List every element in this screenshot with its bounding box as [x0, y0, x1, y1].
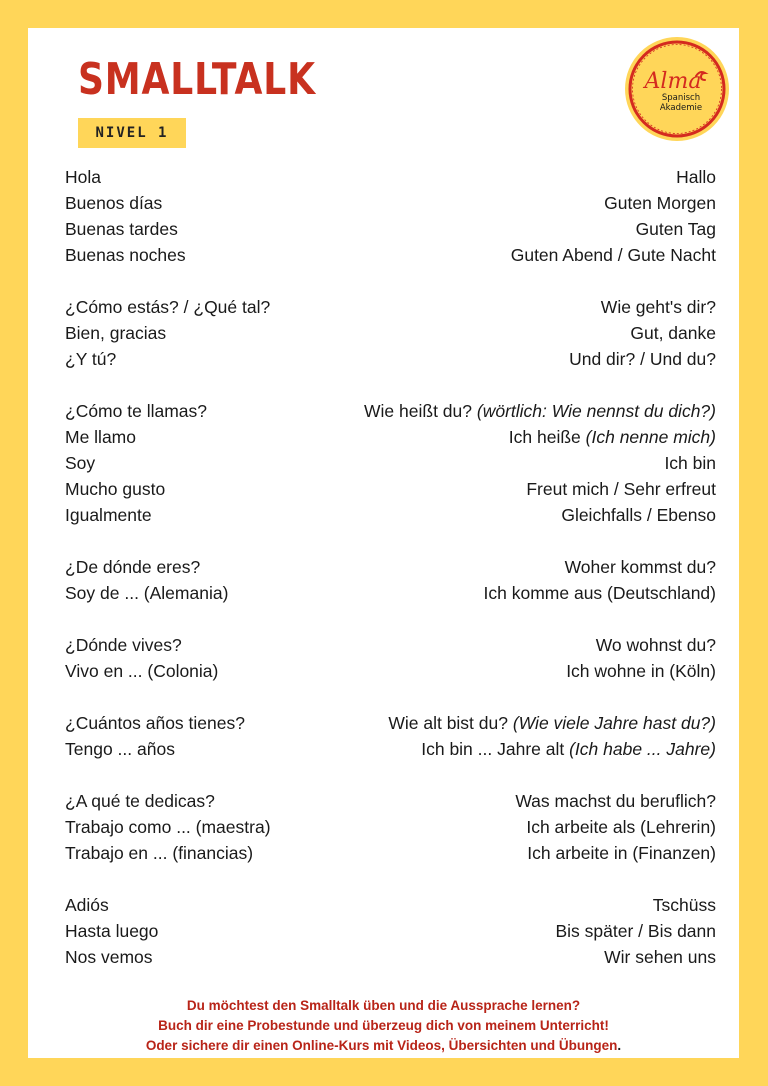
german-translation: [484, 580, 716, 606]
spanish-phrase: Buenas noches: [65, 245, 186, 265]
cta-line-3-end: .: [617, 1038, 622, 1053]
german-translation: [515, 788, 716, 814]
spanish-phrase: ¿De dónde eres?: [65, 557, 201, 577]
spanish-phrase: Me llamo: [65, 427, 136, 447]
german-phrase: Ich bin ... Jahre alt: [421, 739, 565, 759]
german-translation: [664, 450, 716, 476]
german-phrase: Ich bin: [664, 453, 716, 473]
german-translation: [527, 840, 716, 866]
phrase-row: [65, 450, 716, 476]
spanish-phrase: Soy de ... (Alemania): [65, 583, 229, 603]
german-translation: [388, 710, 716, 736]
phrase-row: [65, 398, 716, 424]
phrase-row: [65, 242, 716, 268]
phrase-row: [65, 294, 716, 320]
spanish-phrase: Hola: [65, 167, 101, 187]
german-phrase: Gleichfalls / Ebenso: [561, 505, 716, 525]
german-translation: [653, 892, 716, 918]
spanish-phrase: Mucho gusto: [65, 479, 166, 499]
literal-translation-note: (wörtlich: Wie nennst du dich?): [476, 401, 716, 421]
phrase-row: [65, 710, 716, 736]
cta-line-1: Du möchtest den Smalltalk üben und die Aussprache lernen?: [186, 998, 581, 1013]
german-phrase: Wie alt bist du?: [388, 713, 508, 733]
german-translation: [596, 632, 716, 658]
phrase-row: [65, 892, 716, 918]
german-translation: [364, 398, 716, 424]
german-translation: [569, 346, 716, 372]
german-translation: [526, 814, 716, 840]
phrase-row: [65, 190, 716, 216]
german-phrase: Ich heiße: [508, 427, 581, 447]
spanish-phrase: Trabajo en ... (financias): [65, 843, 254, 863]
spanish-phrase: Hasta luego: [65, 921, 159, 941]
spanish-phrase: Buenas tardes: [65, 219, 178, 239]
german-translation: [509, 424, 716, 450]
spanish-phrase: ¿Cuántos años tienes?: [65, 713, 245, 733]
german-translation: [636, 216, 716, 242]
german-translation: [630, 320, 716, 346]
logo-name: Alma: [644, 69, 702, 94]
page-title: SMALLTALK: [78, 54, 316, 105]
german-translation: [526, 476, 716, 502]
phrase-row: [65, 632, 716, 658]
german-translation: [566, 658, 716, 684]
spanish-phrase: ¿Cómo te llamas?: [65, 401, 207, 421]
logo-line2: Akademie: [659, 103, 703, 113]
german-phrase: Guten Morgen: [604, 193, 716, 213]
phrase-row: [65, 164, 716, 190]
german-translation: [601, 294, 716, 320]
german-phrase: Und dir? / Und du?: [569, 349, 716, 369]
spanish-phrase: Soy: [65, 453, 96, 473]
alma-logo: [624, 36, 730, 142]
spanish-phrase: Igualmente: [65, 505, 152, 525]
german-phrase: Wie heißt du?: [364, 401, 472, 421]
german-phrase: Was machst du beruflich?: [515, 791, 716, 811]
german-phrase: Guten Abend / Gute Nacht: [510, 245, 716, 265]
cta-line-2: Buch dir eine Probestunde und überzeug dich von meinem Unterricht!: [158, 1018, 609, 1033]
german-phrase: Wir sehen uns: [604, 947, 716, 967]
spanish-phrase: Bien, gracias: [65, 323, 167, 343]
phrase-list: [65, 164, 716, 970]
phrase-row: [65, 554, 716, 580]
phrase-row: [65, 944, 716, 970]
phrase-row: [65, 424, 716, 450]
german-translation: [604, 190, 716, 216]
german-phrase: Woher kommst du?: [564, 557, 716, 577]
spanish-phrase: Vivo en ... (Colonia): [65, 661, 219, 681]
spanish-phrase: Trabajo como ... (maestra): [65, 817, 271, 837]
german-phrase: Wo wohnst du?: [595, 635, 716, 655]
spanish-phrase: ¿Y tú?: [65, 349, 117, 369]
german-translation: [676, 164, 716, 190]
spanish-phrase: ¿A qué te dedicas?: [65, 791, 215, 811]
german-translation: [511, 242, 716, 268]
phrase-row: [65, 476, 716, 502]
german-phrase: Freut mich / Sehr erfreut: [526, 479, 716, 499]
literal-translation-note: (Ich habe ... Jahre): [569, 739, 716, 759]
phrase-row: [65, 580, 716, 606]
german-translation: [556, 918, 717, 944]
phrase-row: [65, 658, 716, 684]
phrase-row: [65, 814, 716, 840]
level-badge: NIVEL 1: [78, 118, 186, 148]
german-phrase: Tschüss: [652, 895, 716, 915]
phrase-row: [65, 502, 716, 528]
spanish-phrase: Adiós: [65, 895, 109, 915]
german-phrase: Gut, danke: [630, 323, 716, 343]
cta-line-3-text: Oder sichere dir einen Online-Kurs mit Videos, Übersichten und Übungen: [145, 1038, 618, 1053]
phrase-row: [65, 736, 716, 762]
literal-translation-note: (Wie viele Jahre hast du?): [512, 713, 716, 733]
german-translation: [561, 502, 716, 528]
spanish-phrase: Tengo ... años: [65, 739, 175, 759]
phrase-row: [65, 788, 716, 814]
call-to-action: [28, 996, 739, 1056]
german-phrase: Hallo: [676, 167, 716, 187]
german-phrase: Guten Tag: [635, 219, 716, 239]
german-phrase: Bis später / Bis dann: [555, 921, 716, 941]
german-phrase: Ich arbeite in (Finanzen): [527, 843, 716, 863]
spanish-phrase: Nos vemos: [65, 947, 153, 967]
phrase-row: [65, 320, 716, 346]
german-translation: [421, 736, 716, 762]
german-translation: [565, 554, 716, 580]
spanish-phrase: ¿Cómo estás? / ¿Qué tal?: [65, 297, 271, 317]
german-phrase: Ich komme aus (Deutschland): [483, 583, 716, 603]
phrase-row: [65, 918, 716, 944]
german-translation: [604, 944, 716, 970]
spanish-phrase: Buenos días: [65, 193, 163, 213]
phrase-row: [65, 346, 716, 372]
logo-line1: Spanisch: [661, 93, 701, 103]
literal-translation-note: (Ich nenne mich): [585, 427, 716, 447]
phrase-row: [65, 216, 716, 242]
german-phrase: Ich arbeite als (Lehrerin): [526, 817, 716, 837]
cta-line-3: [28, 1036, 739, 1056]
german-phrase: Ich wohne in (Köln): [566, 661, 716, 681]
spanish-phrase: ¿Dónde vives?: [65, 635, 182, 655]
german-phrase: Wie geht's dir?: [600, 297, 716, 317]
phrase-row: [65, 840, 716, 866]
